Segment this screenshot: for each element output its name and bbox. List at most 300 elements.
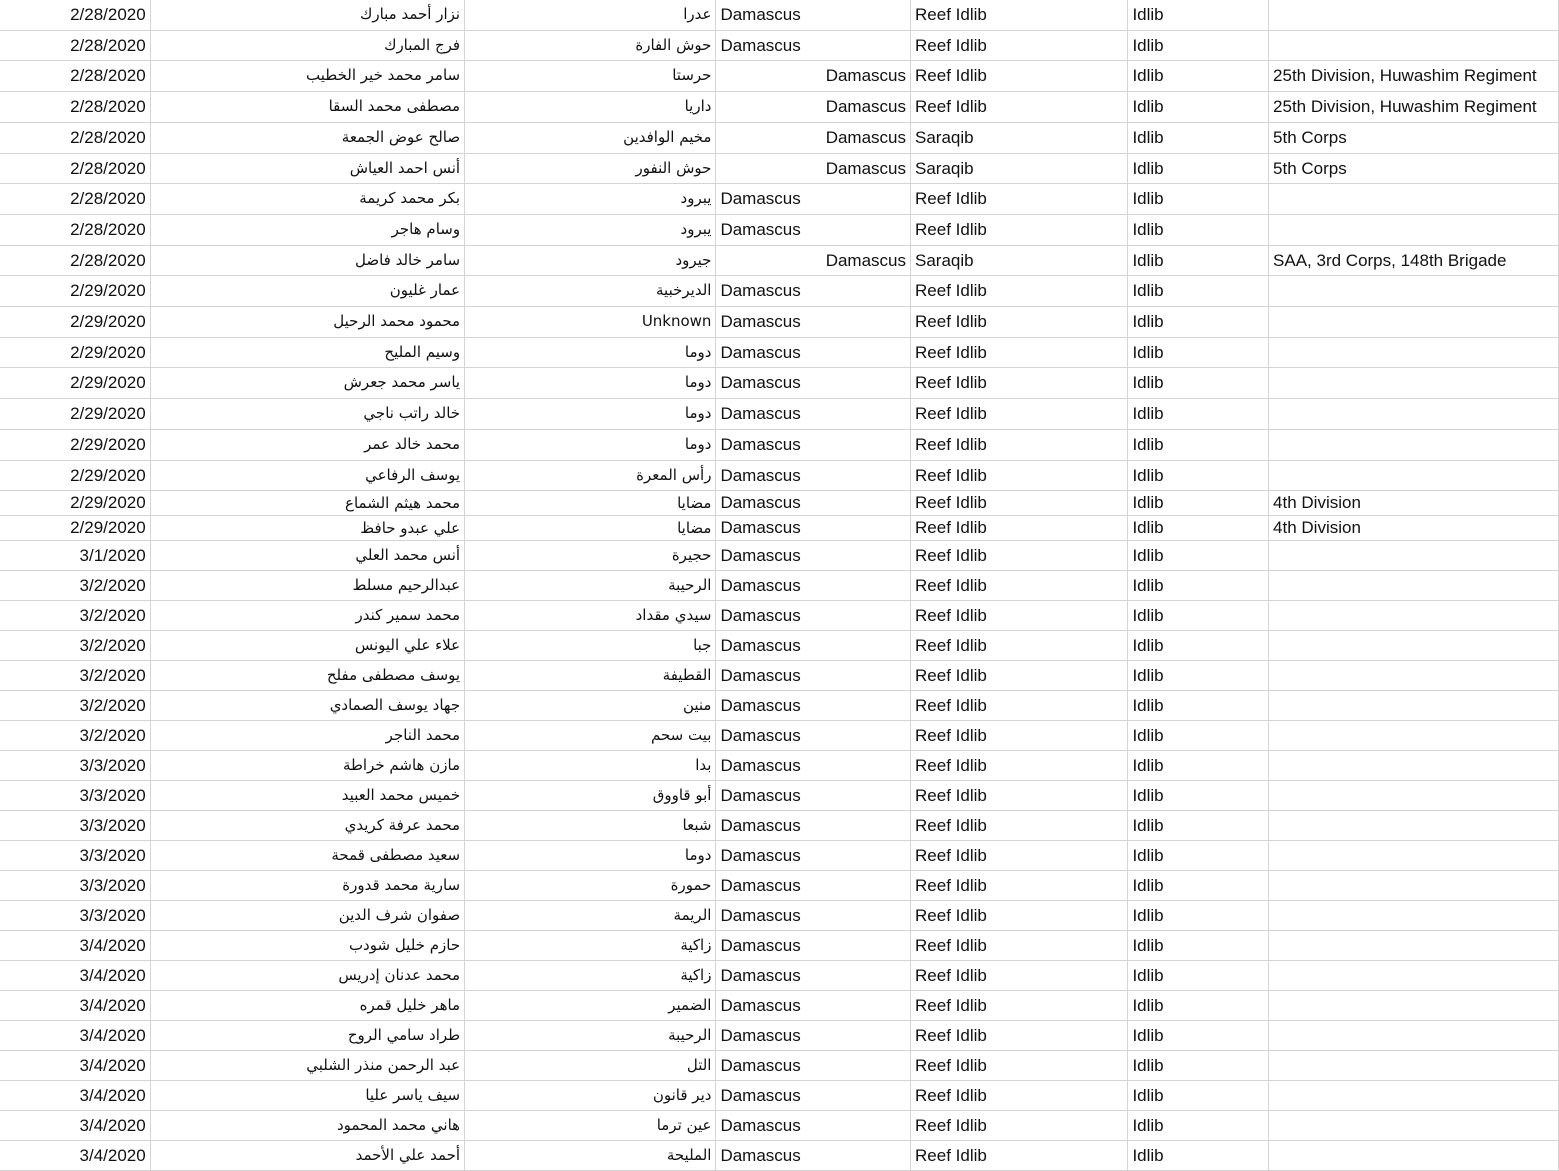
province-cell[interactable]: Idlib [1128,931,1269,961]
governorate-cell[interactable]: Damascus [716,184,911,215]
date-cell[interactable]: 3/2/2020 [0,601,150,631]
town-cell[interactable]: القطيفة [465,661,716,691]
date-cell[interactable]: 2/28/2020 [0,30,150,61]
area-cell[interactable]: Reef Idlib [911,781,1128,811]
province-cell[interactable]: Idlib [1128,153,1269,184]
date-cell[interactable]: 3/3/2020 [0,781,150,811]
governorate-cell[interactable]: Damascus [716,460,911,491]
town-cell[interactable]: الديرخبية [465,276,716,307]
area-cell[interactable]: Reef Idlib [911,1081,1128,1111]
table-row [0,871,1559,901]
town-cell[interactable]: داريا [465,92,716,123]
town-cell[interactable]: مضايا [465,516,716,541]
governorate-cell[interactable]: Damascus [716,601,911,631]
governorate-cell[interactable]: Damascus [716,841,911,871]
province-cell[interactable]: Idlib [1128,368,1269,399]
area-cell[interactable]: Reef Idlib [911,691,1128,721]
date-cell[interactable]: 3/2/2020 [0,661,150,691]
governorate-cell[interactable]: Damascus [716,661,911,691]
province-cell[interactable]: Idlib [1128,571,1269,601]
province-cell[interactable]: Idlib [1128,30,1269,61]
unit-cell[interactable] [1269,751,1559,781]
unit-cell[interactable] [1269,781,1559,811]
governorate-cell[interactable]: Damascus [716,399,911,430]
unit-cell[interactable] [1269,931,1559,961]
table-row [0,1081,1559,1111]
province-cell[interactable]: Idlib [1128,961,1269,991]
area-cell[interactable]: Reef Idlib [911,841,1128,871]
table-row [0,1051,1559,1081]
date-cell[interactable]: 2/28/2020 [0,122,150,153]
governorate-cell[interactable]: Damascus [716,991,911,1021]
province-cell[interactable]: Idlib [1128,661,1269,691]
town-cell[interactable]: يبرود [465,184,716,215]
date-cell[interactable]: 3/4/2020 [0,931,150,961]
town-cell[interactable]: بدا [465,751,716,781]
unit-cell[interactable] [1269,307,1559,338]
area-cell[interactable]: Reef Idlib [911,92,1128,123]
governorate-cell[interactable]: Damascus [716,901,911,931]
unit-cell[interactable] [1269,214,1559,245]
town-cell[interactable]: سيدي مقداد [465,601,716,631]
name-cell[interactable]: سعيد مصطفى قمحة [150,841,464,871]
governorate-cell[interactable]: Damascus [716,491,911,516]
table-row [0,691,1559,721]
area-cell[interactable]: Reef Idlib [911,721,1128,751]
town-cell[interactable]: دوما [465,841,716,871]
name-cell[interactable]: أنس محمد العلي [150,541,464,571]
date-cell[interactable]: 2/28/2020 [0,214,150,245]
unit-cell[interactable] [1269,399,1559,430]
governorate-cell[interactable]: Damascus [716,214,911,245]
town-cell[interactable]: بيت سحم [465,721,716,751]
area-cell[interactable]: Reef Idlib [911,491,1128,516]
province-cell[interactable]: Idlib [1128,841,1269,871]
governorate-cell[interactable]: Damascus [716,781,911,811]
unit-cell[interactable] [1269,1081,1559,1111]
governorate-cell[interactable]: Damascus [716,1051,911,1081]
unit-cell[interactable] [1269,721,1559,751]
area-cell[interactable]: Reef Idlib [911,931,1128,961]
unit-cell[interactable] [1269,429,1559,460]
name-cell[interactable]: علي عبدو حافظ [150,516,464,541]
governorate-cell[interactable]: Damascus [716,122,911,153]
area-cell[interactable]: Saraqib [911,122,1128,153]
area-cell[interactable]: Saraqib [911,153,1128,184]
governorate-cell[interactable]: Damascus [716,811,911,841]
governorate-cell[interactable]: Damascus [716,429,911,460]
table-row [0,661,1559,691]
governorate-cell[interactable]: Damascus [716,1111,911,1141]
area-cell[interactable]: Reef Idlib [911,901,1128,931]
name-cell[interactable]: ياسر محمد جعرش [150,368,464,399]
name-cell[interactable]: علاء علي اليونس [150,631,464,661]
table-row [0,781,1559,811]
town-cell[interactable]: عين ترما [465,1111,716,1141]
unit-cell[interactable]: 5th Corps [1269,153,1559,184]
governorate-cell[interactable]: Damascus [716,307,911,338]
governorate-cell[interactable]: Damascus [716,721,911,751]
date-cell[interactable]: 2/28/2020 [0,0,150,30]
unit-cell[interactable] [1269,541,1559,571]
town-cell[interactable]: زاكية [465,961,716,991]
area-cell[interactable]: Reef Idlib [911,429,1128,460]
table-row [0,1141,1559,1171]
date-cell[interactable]: 2/28/2020 [0,92,150,123]
governorate-cell[interactable]: Damascus [716,92,911,123]
governorate-cell[interactable]: Damascus [716,516,911,541]
governorate-cell[interactable]: Damascus [716,276,911,307]
table-row [0,931,1559,961]
unit-cell[interactable] [1269,601,1559,631]
governorate-cell[interactable]: Damascus [716,1141,911,1171]
name-cell[interactable]: جهاد يوسف الصمادي [150,691,464,721]
name-cell[interactable]: بكر محمد كريمة [150,184,464,215]
table-row [0,961,1559,991]
table-row [0,991,1559,1021]
date-cell[interactable]: 3/3/2020 [0,901,150,931]
province-cell[interactable]: Idlib [1128,491,1269,516]
governorate-cell[interactable]: Damascus [716,0,911,30]
date-cell[interactable]: 3/4/2020 [0,1111,150,1141]
town-cell[interactable]: عدرا [465,0,716,30]
table-row [0,122,1559,153]
town-cell[interactable]: المليحة [465,1141,716,1171]
area-cell[interactable]: Reef Idlib [911,1021,1128,1051]
area-cell[interactable]: Reef Idlib [911,30,1128,61]
name-cell[interactable]: محمد عرفة كريدي [150,811,464,841]
province-cell[interactable]: Idlib [1128,1111,1269,1141]
area-cell[interactable]: Reef Idlib [911,460,1128,491]
date-cell[interactable]: 2/29/2020 [0,307,150,338]
province-cell[interactable]: Idlib [1128,307,1269,338]
area-cell[interactable]: Reef Idlib [911,0,1128,30]
town-cell[interactable]: دوما [465,337,716,368]
date-cell[interactable]: 3/2/2020 [0,691,150,721]
date-cell[interactable]: 3/3/2020 [0,871,150,901]
unit-cell[interactable] [1269,1021,1559,1051]
name-cell[interactable]: مصطفى محمد السقا [150,92,464,123]
date-cell[interactable]: 3/4/2020 [0,961,150,991]
table-row [0,491,1559,516]
area-cell[interactable]: Reef Idlib [911,601,1128,631]
town-cell[interactable]: دير قانون [465,1081,716,1111]
town-cell[interactable]: الرحيبة [465,571,716,601]
town-cell[interactable]: حوش النفور [465,153,716,184]
town-cell[interactable]: دوما [465,399,716,430]
name-cell[interactable]: فرج المبارك [150,30,464,61]
area-cell[interactable]: Saraqib [911,245,1128,276]
area-cell[interactable]: Reef Idlib [911,661,1128,691]
table-row [0,214,1559,245]
unit-cell[interactable] [1269,811,1559,841]
date-cell[interactable]: 3/3/2020 [0,811,150,841]
province-cell[interactable]: Idlib [1128,781,1269,811]
province-cell[interactable]: Idlib [1128,245,1269,276]
town-cell[interactable]: الريمة [465,901,716,931]
unit-cell[interactable] [1269,841,1559,871]
date-cell[interactable]: 2/29/2020 [0,276,150,307]
unit-cell[interactable] [1269,0,1559,30]
town-cell[interactable]: زاكية [465,931,716,961]
unit-cell[interactable] [1269,661,1559,691]
date-cell[interactable]: 3/4/2020 [0,1051,150,1081]
province-cell[interactable]: Idlib [1128,516,1269,541]
province-cell[interactable]: Idlib [1128,184,1269,215]
name-cell[interactable]: هاني محمد المحمود [150,1111,464,1141]
name-cell[interactable]: محمد هيثم الشماع [150,491,464,516]
name-cell[interactable]: حازم خليل شودب [150,931,464,961]
date-cell[interactable]: 2/28/2020 [0,153,150,184]
name-cell[interactable]: محمد الناجر [150,721,464,751]
area-cell[interactable]: Reef Idlib [911,811,1128,841]
unit-cell[interactable] [1269,571,1559,601]
name-cell[interactable]: محمد خالد عمر [150,429,464,460]
area-cell[interactable]: Reef Idlib [911,631,1128,661]
area-cell[interactable]: Reef Idlib [911,571,1128,601]
area-cell[interactable]: Reef Idlib [911,276,1128,307]
name-cell[interactable]: خالد راتب ناجي [150,399,464,430]
area-cell[interactable]: Reef Idlib [911,1051,1128,1081]
table-row [0,307,1559,338]
governorate-cell[interactable]: Damascus [716,691,911,721]
table-row [0,571,1559,601]
unit-cell[interactable] [1269,30,1559,61]
area-cell[interactable]: Reef Idlib [911,337,1128,368]
name-cell[interactable]: طراد سامي الروح [150,1021,464,1051]
unit-cell[interactable] [1269,1051,1559,1081]
date-cell[interactable]: 2/29/2020 [0,429,150,460]
town-cell[interactable]: دوما [465,368,716,399]
date-cell[interactable]: 2/28/2020 [0,184,150,215]
province-cell[interactable]: Idlib [1128,691,1269,721]
date-cell[interactable]: 2/28/2020 [0,245,150,276]
province-cell[interactable]: Idlib [1128,631,1269,661]
province-cell[interactable]: Idlib [1128,61,1269,92]
name-cell[interactable]: أحمد علي الأحمد [150,1141,464,1171]
area-cell[interactable]: Reef Idlib [911,61,1128,92]
town-cell[interactable]: مخيم الوافدين [465,122,716,153]
unit-cell[interactable] [1269,368,1559,399]
governorate-cell[interactable]: Damascus [716,153,911,184]
province-cell[interactable]: Idlib [1128,871,1269,901]
province-cell[interactable]: Idlib [1128,276,1269,307]
date-cell[interactable]: 2/28/2020 [0,61,150,92]
province-cell[interactable]: Idlib [1128,1021,1269,1051]
governorate-cell[interactable]: Damascus [716,541,911,571]
area-cell[interactable]: Reef Idlib [911,307,1128,338]
name-cell[interactable]: نزار أحمد مبارك [150,0,464,30]
date-cell[interactable]: 2/29/2020 [0,399,150,430]
town-cell[interactable]: رأس المعرة [465,460,716,491]
province-cell[interactable]: Idlib [1128,811,1269,841]
province-cell[interactable]: Idlib [1128,399,1269,430]
area-cell[interactable]: Reef Idlib [911,368,1128,399]
town-cell[interactable]: حجيرة [465,541,716,571]
table-row [0,184,1559,215]
town-cell[interactable]: مضايا [465,491,716,516]
governorate-cell[interactable]: Damascus [716,30,911,61]
province-cell[interactable]: Idlib [1128,601,1269,631]
date-cell[interactable]: 3/4/2020 [0,1141,150,1171]
province-cell[interactable]: Idlib [1128,1081,1269,1111]
province-cell[interactable]: Idlib [1128,214,1269,245]
province-cell[interactable]: Idlib [1128,751,1269,781]
unit-cell[interactable] [1269,871,1559,901]
province-cell[interactable]: Idlib [1128,1051,1269,1081]
table-row [0,276,1559,307]
governorate-cell[interactable]: Damascus [716,245,911,276]
name-cell[interactable]: مازن هاشم خراطة [150,751,464,781]
governorate-cell[interactable]: Damascus [716,631,911,661]
town-cell[interactable]: منين [465,691,716,721]
date-cell[interactable]: 3/2/2020 [0,721,150,751]
governorate-cell[interactable]: Damascus [716,871,911,901]
date-cell[interactable]: 3/2/2020 [0,571,150,601]
unit-cell[interactable]: 4th Division [1269,491,1559,516]
town-cell[interactable]: الرحيبة [465,1021,716,1051]
name-cell[interactable]: محمود محمد الرحيل [150,307,464,338]
name-cell[interactable]: عبدالرحيم مسلط [150,571,464,601]
town-cell[interactable]: دوما [465,429,716,460]
date-cell[interactable]: 2/29/2020 [0,368,150,399]
town-cell[interactable]: يبرود [465,214,716,245]
province-cell[interactable]: Idlib [1128,901,1269,931]
unit-cell[interactable] [1269,631,1559,661]
town-cell[interactable]: حرستا [465,61,716,92]
governorate-cell[interactable]: Damascus [716,61,911,92]
governorate-cell[interactable]: Damascus [716,1081,911,1111]
governorate-cell[interactable]: Damascus [716,751,911,781]
area-cell[interactable]: Reef Idlib [911,541,1128,571]
province-cell[interactable]: Idlib [1128,991,1269,1021]
province-cell[interactable]: Idlib [1128,0,1269,30]
unit-cell[interactable] [1269,1111,1559,1141]
governorate-cell[interactable]: Damascus [716,571,911,601]
province-cell[interactable]: Idlib [1128,1141,1269,1171]
town-cell[interactable]: أبو قاووق [465,781,716,811]
province-cell[interactable]: Idlib [1128,337,1269,368]
province-cell[interactable]: Idlib [1128,721,1269,751]
table-row [0,368,1559,399]
unit-cell[interactable] [1269,1141,1559,1171]
area-cell[interactable]: Reef Idlib [911,399,1128,430]
area-cell[interactable]: Reef Idlib [911,991,1128,1021]
table-row [0,153,1559,184]
date-cell[interactable]: 3/3/2020 [0,751,150,781]
province-cell[interactable]: Idlib [1128,429,1269,460]
area-cell[interactable]: Reef Idlib [911,214,1128,245]
name-cell[interactable]: يوسف الرفاعي [150,460,464,491]
town-cell[interactable]: الضمير [465,991,716,1021]
name-cell[interactable]: ماهر خليل قمره [150,991,464,1021]
governorate-cell[interactable]: Damascus [716,1021,911,1051]
town-cell[interactable]: جبا [465,631,716,661]
table-row [0,751,1559,781]
unit-cell[interactable] [1269,337,1559,368]
unit-cell[interactable] [1269,961,1559,991]
area-cell[interactable]: Reef Idlib [911,184,1128,215]
name-cell[interactable]: خميس محمد العبيد [150,781,464,811]
unit-cell[interactable]: 5th Corps [1269,122,1559,153]
name-cell[interactable]: سامر خالد فاضل [150,245,464,276]
table-row [0,841,1559,871]
name-cell[interactable]: سامر محمد خير الخطيب [150,61,464,92]
unit-cell[interactable]: SAA, 3rd Corps, 148th Brigade [1269,245,1559,276]
name-cell[interactable]: صالح عوض الجمعة [150,122,464,153]
date-cell[interactable]: 2/29/2020 [0,460,150,491]
governorate-cell[interactable]: Damascus [716,337,911,368]
date-cell[interactable]: 3/3/2020 [0,841,150,871]
area-cell[interactable]: Reef Idlib [911,751,1128,781]
town-cell[interactable]: حمورة [465,871,716,901]
unit-cell[interactable] [1269,991,1559,1021]
area-cell[interactable]: Reef Idlib [911,1141,1128,1171]
name-cell[interactable]: محمد عدنان إدريس [150,961,464,991]
governorate-cell[interactable]: Damascus [716,368,911,399]
town-cell[interactable]: جيرود [465,245,716,276]
date-cell[interactable]: 3/2/2020 [0,631,150,661]
unit-cell[interactable] [1269,276,1559,307]
date-cell[interactable]: 2/29/2020 [0,491,150,516]
date-cell[interactable]: 3/4/2020 [0,1081,150,1111]
date-cell[interactable]: 2/29/2020 [0,516,150,541]
area-cell[interactable]: Reef Idlib [911,871,1128,901]
town-cell[interactable]: شبعا [465,811,716,841]
name-cell[interactable]: صفوان شرف الدين [150,901,464,931]
unit-cell[interactable] [1269,691,1559,721]
governorate-cell[interactable]: Damascus [716,961,911,991]
name-cell[interactable]: محمد سمير كندر [150,601,464,631]
date-cell[interactable]: 3/4/2020 [0,991,150,1021]
name-cell[interactable]: وسام هاجر [150,214,464,245]
name-cell[interactable]: يوسف مصطفى مفلح [150,661,464,691]
name-cell[interactable]: عمار غليون [150,276,464,307]
name-cell[interactable]: سارية محمد قدورة [150,871,464,901]
name-cell[interactable]: سيف ياسر عليا [150,1081,464,1111]
unit-cell[interactable]: 4th Division [1269,516,1559,541]
province-cell[interactable]: Idlib [1128,122,1269,153]
name-cell[interactable]: عبد الرحمن منذر الشلبي [150,1051,464,1081]
date-cell[interactable]: 3/4/2020 [0,1021,150,1051]
unit-cell[interactable] [1269,460,1559,491]
province-cell[interactable]: Idlib [1128,541,1269,571]
date-cell[interactable]: 2/29/2020 [0,337,150,368]
unit-cell[interactable]: 25th Division, Huwashim Regiment [1269,92,1559,123]
area-cell[interactable]: Reef Idlib [911,516,1128,541]
governorate-cell[interactable]: Damascus [716,931,911,961]
table-row [0,601,1559,631]
town-cell[interactable]: حوش الفارة [465,30,716,61]
name-cell[interactable]: وسيم المليح [150,337,464,368]
table-row [0,1021,1559,1051]
date-cell[interactable]: 3/1/2020 [0,541,150,571]
town-cell[interactable]: Unknown [465,307,716,338]
unit-cell[interactable]: 25th Division, Huwashim Regiment [1269,61,1559,92]
table-row [0,245,1559,276]
area-cell[interactable]: Reef Idlib [911,1111,1128,1141]
unit-cell[interactable] [1269,184,1559,215]
town-cell[interactable]: التل [465,1051,716,1081]
table-row [0,516,1559,541]
table-row [0,30,1559,61]
province-cell[interactable]: Idlib [1128,92,1269,123]
area-cell[interactable]: Reef Idlib [911,961,1128,991]
province-cell[interactable]: Idlib [1128,460,1269,491]
table-row [0,811,1559,841]
name-cell[interactable]: أنس احمد العياش [150,153,464,184]
unit-cell[interactable] [1269,901,1559,931]
